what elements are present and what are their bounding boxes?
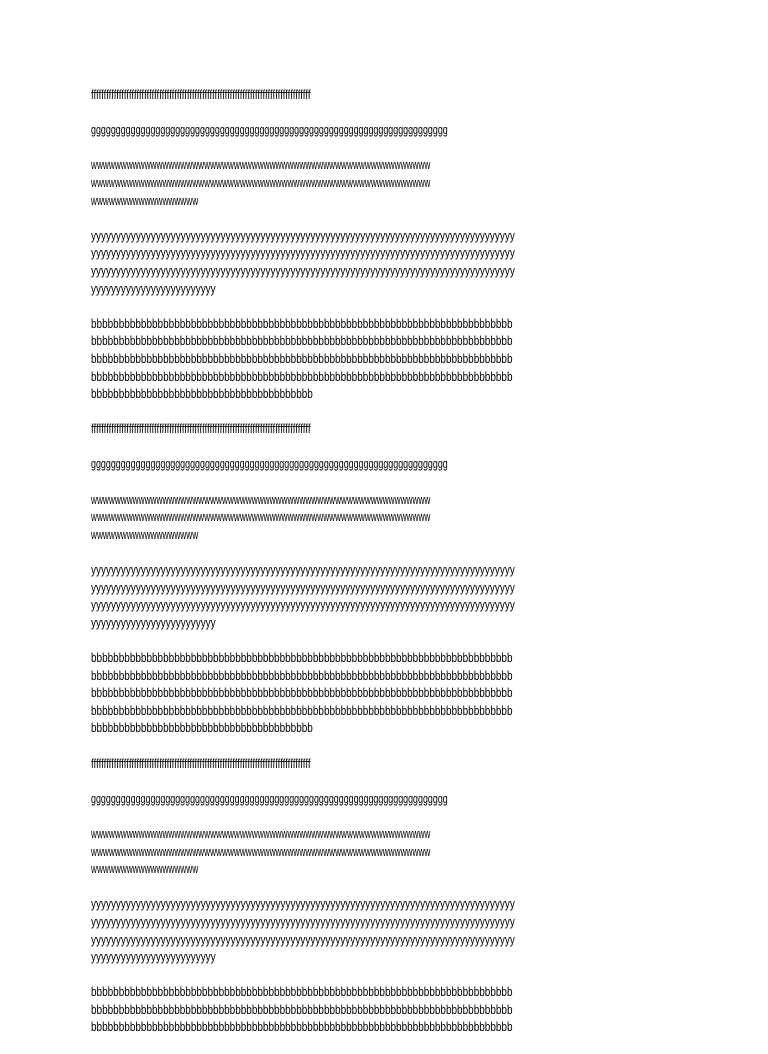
paragraph [91,561,691,631]
paragraph [91,86,691,104]
paragraph [91,315,691,403]
text-line: bbbbbbbbbbbbbbbbbbbbbbbbbbbbbbbbbbbbbbbb [91,720,313,736]
text-line: wwwwwwwwwwwwwwwwwwwwwwwwwwwwwwwwwwwwwwwwwwwwwwwwwwwwwwwww [91,174,431,190]
paragraph [91,156,691,209]
text-line: bbbbbbbbbbbbbbbbbbbbbbbbbbbbbbbbbbbbbbbbbbbbbbbbbbbbbbbbbbbbbbbbbbbbbbbbbbbb [91,315,513,331]
text-line: yyyyyyyyyyyyyyyyyyyyyyyyyyyyyyyyyyyyyyyyyyyyyyyyyyyyyyyyyyyyyyyyyyyyyyyyyyyyyyyyyyyyy [91,227,515,243]
text-line: wwwwwwwwwwwwwwwwww [91,861,199,877]
text-line: yyyyyyyyyyyyyyyyyyyyyyyyyyyyyyyyyyyyyyyyyyyyyyyyyyyyyyyyyyyyyyyyyyyyyyyyyyyyyyyyyyyyy [91,931,515,947]
document-page [91,86,691,1054]
text-line: bbbbbbbbbbbbbbbbbbbbbbbbbbbbbbbbbbbbbbbbbbbbbbbbbbbbbbbbbbbbbbbbbbbbbbbbbbbb [91,350,513,366]
text-line: yyyyyyyyyyyyyyyyyyyyyyyyy [91,949,216,965]
text-line: bbbbbbbbbbbbbbbbbbbbbbbbbbbbbbbbbbbbbbbbbbbbbbbbbbbbbbbbbbbbbbbbbbbbbbbbbbbb [91,650,513,665]
text-line: fffffffffffffffffffffffffffffffffffffffffffffffffffffffffffffffffffffffffffffffffffffff [91,755,311,771]
text-line: fffffffffffffffffffffffffffffffffffffffffffffffffffffffffffffffffffffffffffffffffffffff [91,87,311,102]
paragraph [91,491,691,544]
text-line: bbbbbbbbbbbbbbbbbbbbbbbbbbbbbbbbbbbbbbbbbbbbbbbbbbbbbbbbbbbbbbbbbbbbbbbbbbbb [91,984,513,1000]
paragraph [91,755,691,773]
text-line: gggggggggggggggggggggggggggggggggggggggggggggggggggggggggggggggggggggggg [91,122,448,138]
text-line: bbbbbbbbbbbbbbbbbbbbbbbbbbbbbbbbbbbbbbbbbbbbbbbbbbbbbbbbbbbbbbbbbbbbbbbbbbbb [91,667,513,683]
text-line: wwwwwwwwwwwwwwwwwwwwwwwwwwwwwwwwwwwwwwwwwwwwwwwwwwwwwwwww [91,825,431,841]
text-line: fffffffffffffffffffffffffffffffffffffffffffffffffffffffffffffffffffffffffffffffffffffff [91,421,311,437]
text-line: wwwwwwwwwwwwwwwwwwwwwwwwwwwwwwwwwwwwwwwwwwwwwwwwwwwwwwwww [91,491,431,507]
text-line: yyyyyyyyyyyyyyyyyyyyyyyyyyyyyyyyyyyyyyyyyyyyyyyyyyyyyyyyyyyyyyyyyyyyyyyyyyyyyyyyyyyyy [91,562,515,578]
text-line: bbbbbbbbbbbbbbbbbbbbbbbbbbbbbbbbbbbbbbbbbbbbbbbbbbbbbbbbbbbbbbbbbbbbbbbbbbbb [91,685,513,701]
text-line: wwwwwwwwwwwwwwwwwwwwwwwwwwwwwwwwwwwwwwwwwwwwwwwwwwwwwwwww [91,157,431,173]
text-line: yyyyyyyyyyyyyyyyyyyyyyyyyyyyyyyyyyyyyyyyyyyyyyyyyyyyyyyyyyyyyyyyyyyyyyyyyyyyyyyyyyyyy [91,245,515,261]
text-line: yyyyyyyyyyyyyyyyyyyyyyyyyyyyyyyyyyyyyyyyyyyyyyyyyyyyyyyyyyyyyyyyyyyyyyyyyyyyyyyyyyyyy [91,262,515,278]
text-line: bbbbbbbbbbbbbbbbbbbbbbbbbbbbbbbbbbbbbbbb [91,386,313,402]
paragraph [91,825,691,878]
text-line: bbbbbbbbbbbbbbbbbbbbbbbbbbbbbbbbbbbbbbbbbbbbbbbbbbbbbbbbbbbbbbbbbbbbbbbbbbbb [91,368,513,384]
text-line: yyyyyyyyyyyyyyyyyyyyyyyyyyyyyyyyyyyyyyyyyyyyyyyyyyyyyyyyyyyyyyyyyyyyyyyyyyyyyyyyyyyyy [91,896,515,912]
text-line: wwwwwwwwwwwwwwwwwwwwwwwwwwwwwwwwwwwwwwwwwwwwwwwwwwwwwwwww [91,843,431,859]
paragraph [91,895,691,965]
paragraph [91,227,691,297]
text-line: gggggggggggggggggggggggggggggggggggggggggggggggggggggggggggggggggggggggg [91,790,448,806]
paragraph [91,121,691,139]
paragraph [91,790,691,808]
paragraph [91,455,691,473]
text-line: yyyyyyyyyyyyyyyyyyyyyyyyyyyyyyyyyyyyyyyyyyyyyyyyyyyyyyyyyyyyyyyyyyyyyyyyyyyyyyyyyyyyy [91,579,515,595]
text-line: yyyyyyyyyyyyyyyyyyyyyyyyyyyyyyyyyyyyyyyyyyyyyyyyyyyyyyyyyyyyyyyyyyyyyyyyyyyyyyyyyyyyy [91,597,515,613]
text-line: yyyyyyyyyyyyyyyyyyyyyyyyy [91,614,216,630]
text-line: gggggggggggggggggggggggggggggggggggggggggggggggggggggggggggggggggggggggg [91,456,448,472]
paragraph [91,420,691,438]
text-line: wwwwwwwwwwwwwwwwwwwwwwwwwwwwwwwwwwwwwwwwwwwwwwwwwwwwwwwww [91,509,431,525]
text-line: bbbbbbbbbbbbbbbbbbbbbbbbbbbbbbbbbbbbbbbbbbbbbbbbbbbbbbbbbbbbbbbbbbbbbbbbbbbb [91,702,513,718]
text-line: wwwwwwwwwwwwwwwwww [91,526,199,542]
text-line: yyyyyyyyyyyyyyyyyyyyyyyyyyyyyyyyyyyyyyyyyyyyyyyyyyyyyyyyyyyyyyyyyyyyyyyyyyyyyyyyyyyyy [91,913,515,929]
text-line: yyyyyyyyyyyyyyyyyyyyyyyyy [91,280,216,296]
text-line: bbbbbbbbbbbbbbbbbbbbbbbbbbbbbbbbbbbbbbbbbbbbbbbbbbbbbbbbbbbbbbbbbbbbbbbbbbbb [91,1019,513,1035]
text-line: bbbbbbbbbbbbbbbbbbbbbbbbbbbbbbbbbbbbbbbbbbbbbbbbbbbbbbbbbbbbbbbbbbbbbbbbbbbb [91,1001,513,1017]
paragraph [91,649,691,737]
text-line: bbbbbbbbbbbbbbbbbbbbbbbbbbbbbbbbbbbbbbbbbbbbbbbbbbbbbbbbbbbbbbbbbbbbbbbbbbbb [91,333,513,349]
paragraph [91,983,691,1036]
text-line: wwwwwwwwwwwwwwwwww [91,192,199,208]
